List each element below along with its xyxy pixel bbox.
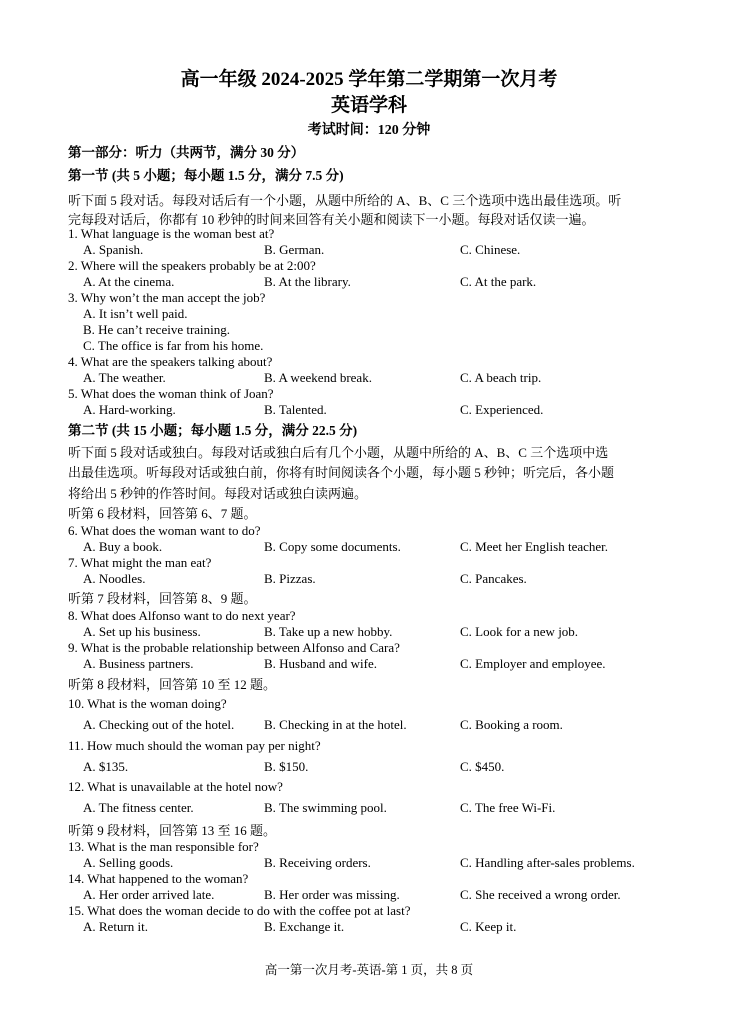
option-b[interactable]: B. Talented.	[264, 402, 327, 417]
option-a[interactable]: A. Business partners.	[83, 656, 194, 671]
section2-instructions: 将给出 5 秒钟的作答时间。每段对话或独白读两遍。	[68, 486, 368, 501]
option-b[interactable]: B. Exchange it.	[264, 919, 345, 934]
material-note: 听第 7 段材料，回答第 8、9 题。	[68, 591, 257, 606]
option-c[interactable]: C. The free Wi-Fi.	[460, 800, 556, 815]
option-c[interactable]: C. Keep it.	[460, 919, 517, 934]
option-a[interactable]: A. At the cinema.	[83, 274, 175, 289]
option-a[interactable]: A. Spanish.	[83, 242, 144, 257]
option-a[interactable]: A. Hard-working.	[83, 402, 176, 417]
option-b[interactable]: B. Receiving orders.	[264, 855, 371, 870]
material-note: 听第 9 段材料，回答第 13 至 16 题。	[68, 823, 277, 838]
exam-time: 考试时间：120 分钟	[307, 123, 431, 138]
section2-instructions: 出最佳选项。听每段对话或独白前，你将有时间阅读各个小题，每小题 5 秒钟；听完后，各小题	[68, 465, 615, 480]
option-a[interactable]: A. $135.	[83, 759, 129, 774]
option-b[interactable]: B. $150.	[264, 759, 309, 774]
option-b[interactable]: B. Husband and wife.	[264, 656, 378, 671]
question-text: 4. What are the speakers talking about?	[68, 354, 273, 369]
question-text: 9. What is the probable relationship between Alfonso and Cara?	[68, 640, 400, 655]
material-note: 听第 8 段材料，回答第 10 至 12 题。	[68, 677, 277, 692]
section1-heading: 第一节 (共 5 小题；每小题 1.5 分，满分 7.5 分)	[68, 168, 344, 183]
option-c[interactable]: C. Pancakes.	[460, 571, 527, 586]
option-a[interactable]: A. The fitness center.	[83, 800, 194, 815]
question-text: 1. What language is the woman best at?	[68, 226, 275, 241]
question-text: 6. What does the woman want to do?	[68, 523, 261, 538]
question-text: 14. What happened to the woman?	[68, 871, 249, 886]
option-c[interactable]: C. Meet her English teacher.	[460, 539, 609, 554]
option-a[interactable]: A. Selling goods.	[83, 855, 174, 870]
question-text: 3. Why won’t the man accept the job?	[68, 290, 266, 305]
part1-heading: 第一部分：听力（共两节，满分 30 分）	[68, 145, 305, 160]
material-note: 听第 6 段材料，回答第 6、7 题。	[68, 506, 257, 521]
question-text: 7. What might the man eat?	[68, 555, 212, 570]
option-c[interactable]: C. Look for a new job.	[460, 624, 579, 639]
section2-heading: 第二节 (共 15 小题；每小题 1.5 分，满分 22.5 分)	[68, 423, 358, 438]
option-b[interactable]: B. Copy some documents.	[264, 539, 401, 554]
option-a[interactable]: A. Buy a book.	[83, 539, 163, 554]
option-c[interactable]: C. Handling after-sales problems.	[460, 855, 635, 870]
option-c[interactable]: C. Booking a room.	[460, 717, 563, 732]
question-text: 12. What is unavailable at the hotel now?	[68, 779, 283, 794]
option-a[interactable]: A. The weather.	[83, 370, 166, 385]
question-text: 8. What does Alfonso want to do next year?	[68, 608, 296, 623]
option-b[interactable]: B. The swimming pool.	[264, 800, 387, 815]
option-b[interactable]: B. He can’t receive training.	[83, 322, 231, 337]
question-text: 2. Where will the speakers probably be at 2:00?	[68, 258, 316, 273]
exam-title: 高一年级 2024-2025 学年第二学期第一次月考	[180, 69, 558, 90]
option-a[interactable]: A. Set up his business.	[83, 624, 201, 639]
option-c[interactable]: C. A beach trip.	[460, 370, 542, 385]
section2-instructions: 听下面 5 段对话或独白。每段对话或独白后有几个小题，从题中所给的 A、B、C 三个选项中选	[68, 445, 609, 460]
option-c[interactable]: C. The office is far from his home.	[83, 338, 264, 353]
section1-instructions: 完每段对话后，你都有 10 秒钟的时间来回答有关小题和阅读下一小题。每段对话仅读一遍。	[68, 212, 595, 227]
subject-title: 英语学科	[330, 95, 407, 116]
question-text: 15. What does the woman decide to do with the coffee pot at last?	[68, 903, 411, 918]
option-c[interactable]: C. $450.	[460, 759, 505, 774]
option-b[interactable]: B. German.	[264, 242, 325, 257]
option-c[interactable]: C. Chinese.	[460, 242, 521, 257]
option-b[interactable]: B. Take up a new hobby.	[264, 624, 393, 639]
option-b[interactable]: B. A weekend break.	[264, 370, 372, 385]
option-b[interactable]: B. Her order was missing.	[264, 887, 400, 902]
option-b[interactable]: B. Checking in at the hotel.	[264, 717, 407, 732]
option-b[interactable]: B. At the library.	[264, 274, 351, 289]
option-c[interactable]: C. At the park.	[460, 274, 537, 289]
option-c[interactable]: C. Employer and employee.	[460, 656, 606, 671]
question-text: 13. What is the man responsible for?	[68, 839, 259, 854]
option-a[interactable]: A. Checking out of the hotel.	[83, 717, 235, 732]
option-a[interactable]: A. Return it.	[83, 919, 148, 934]
question-text: 5. What does the woman think of Joan?	[68, 386, 274, 401]
page-footer: 高一第一次月考-英语-第 1 页，共 8 页	[264, 963, 474, 977]
option-b[interactable]: B. Pizzas.	[264, 571, 316, 586]
option-a[interactable]: A. It isn’t well paid.	[83, 306, 188, 321]
section1-instructions: 听下面 5 段对话。每段对话后有一个小题，从题中所给的 A、B、C 三个选项中选出最佳选项。听	[68, 193, 622, 208]
question-text: 11. How much should the woman pay per night?	[68, 738, 321, 753]
option-a[interactable]: A. Her order arrived late.	[83, 887, 215, 902]
option-c[interactable]: C. She received a wrong order.	[460, 887, 621, 902]
option-a[interactable]: A. Noodles.	[83, 571, 146, 586]
question-text: 10. What is the woman doing?	[68, 696, 227, 711]
option-c[interactable]: C. Experienced.	[460, 402, 544, 417]
